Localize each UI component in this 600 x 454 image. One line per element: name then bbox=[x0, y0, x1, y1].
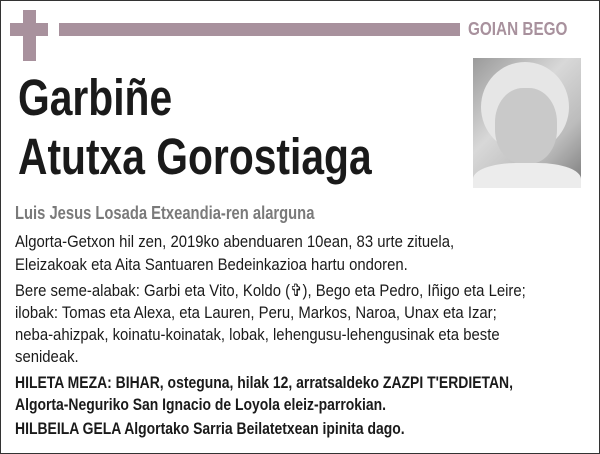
family-line: ilobak: Tomas eta Alexa, eta Lauren, Peru, Markos, Naroa, Unax eta Izar; bbox=[15, 303, 497, 322]
funeral-line: HILETA MEZA: BIHAR, osteguna, hilak 12, arratsaldeko ZAZPI T'ERDIETAN, bbox=[15, 373, 513, 392]
name-surnames: Atutxa Gorostiaga bbox=[18, 128, 372, 185]
section-label: GOIAN BEGO bbox=[468, 19, 568, 39]
wake-line: HILBEILA GELA Algortako Sarria Beilatetxean ipinita dago. bbox=[15, 419, 405, 438]
death-line: Algorta-Getxon hil zen, 2019ko abenduaren 10ean, 83 urte zituela, bbox=[15, 232, 455, 251]
subtitle: Luis Jesus Losada Etxeandia-ren alarguna bbox=[15, 203, 315, 223]
photo-face bbox=[495, 88, 557, 164]
family-line: Bere seme-alabak: Garbi eta Vito, Koldo (✞), Bego eta Pedro, Iñigo eta Leire; bbox=[15, 281, 526, 300]
photo-body bbox=[473, 163, 581, 188]
name-first: Garbiñe bbox=[18, 69, 173, 126]
cross-horizontal bbox=[10, 23, 48, 36]
funeral-line: Algorta-Neguriko San Ignacio de Loyola eleiz-parrokian. bbox=[15, 395, 387, 414]
death-line: Eleizakoak eta Aita Santuaren Bedeinkazioa hartu ondoren. bbox=[15, 255, 408, 274]
portrait-photo bbox=[473, 58, 581, 188]
header-rule bbox=[59, 23, 460, 36]
family-line: neba-ahizpak, koinatu-koinatak, lobak, lehengusu-lehengusinak eta beste bbox=[15, 325, 500, 344]
family-line: senideak. bbox=[15, 347, 79, 366]
